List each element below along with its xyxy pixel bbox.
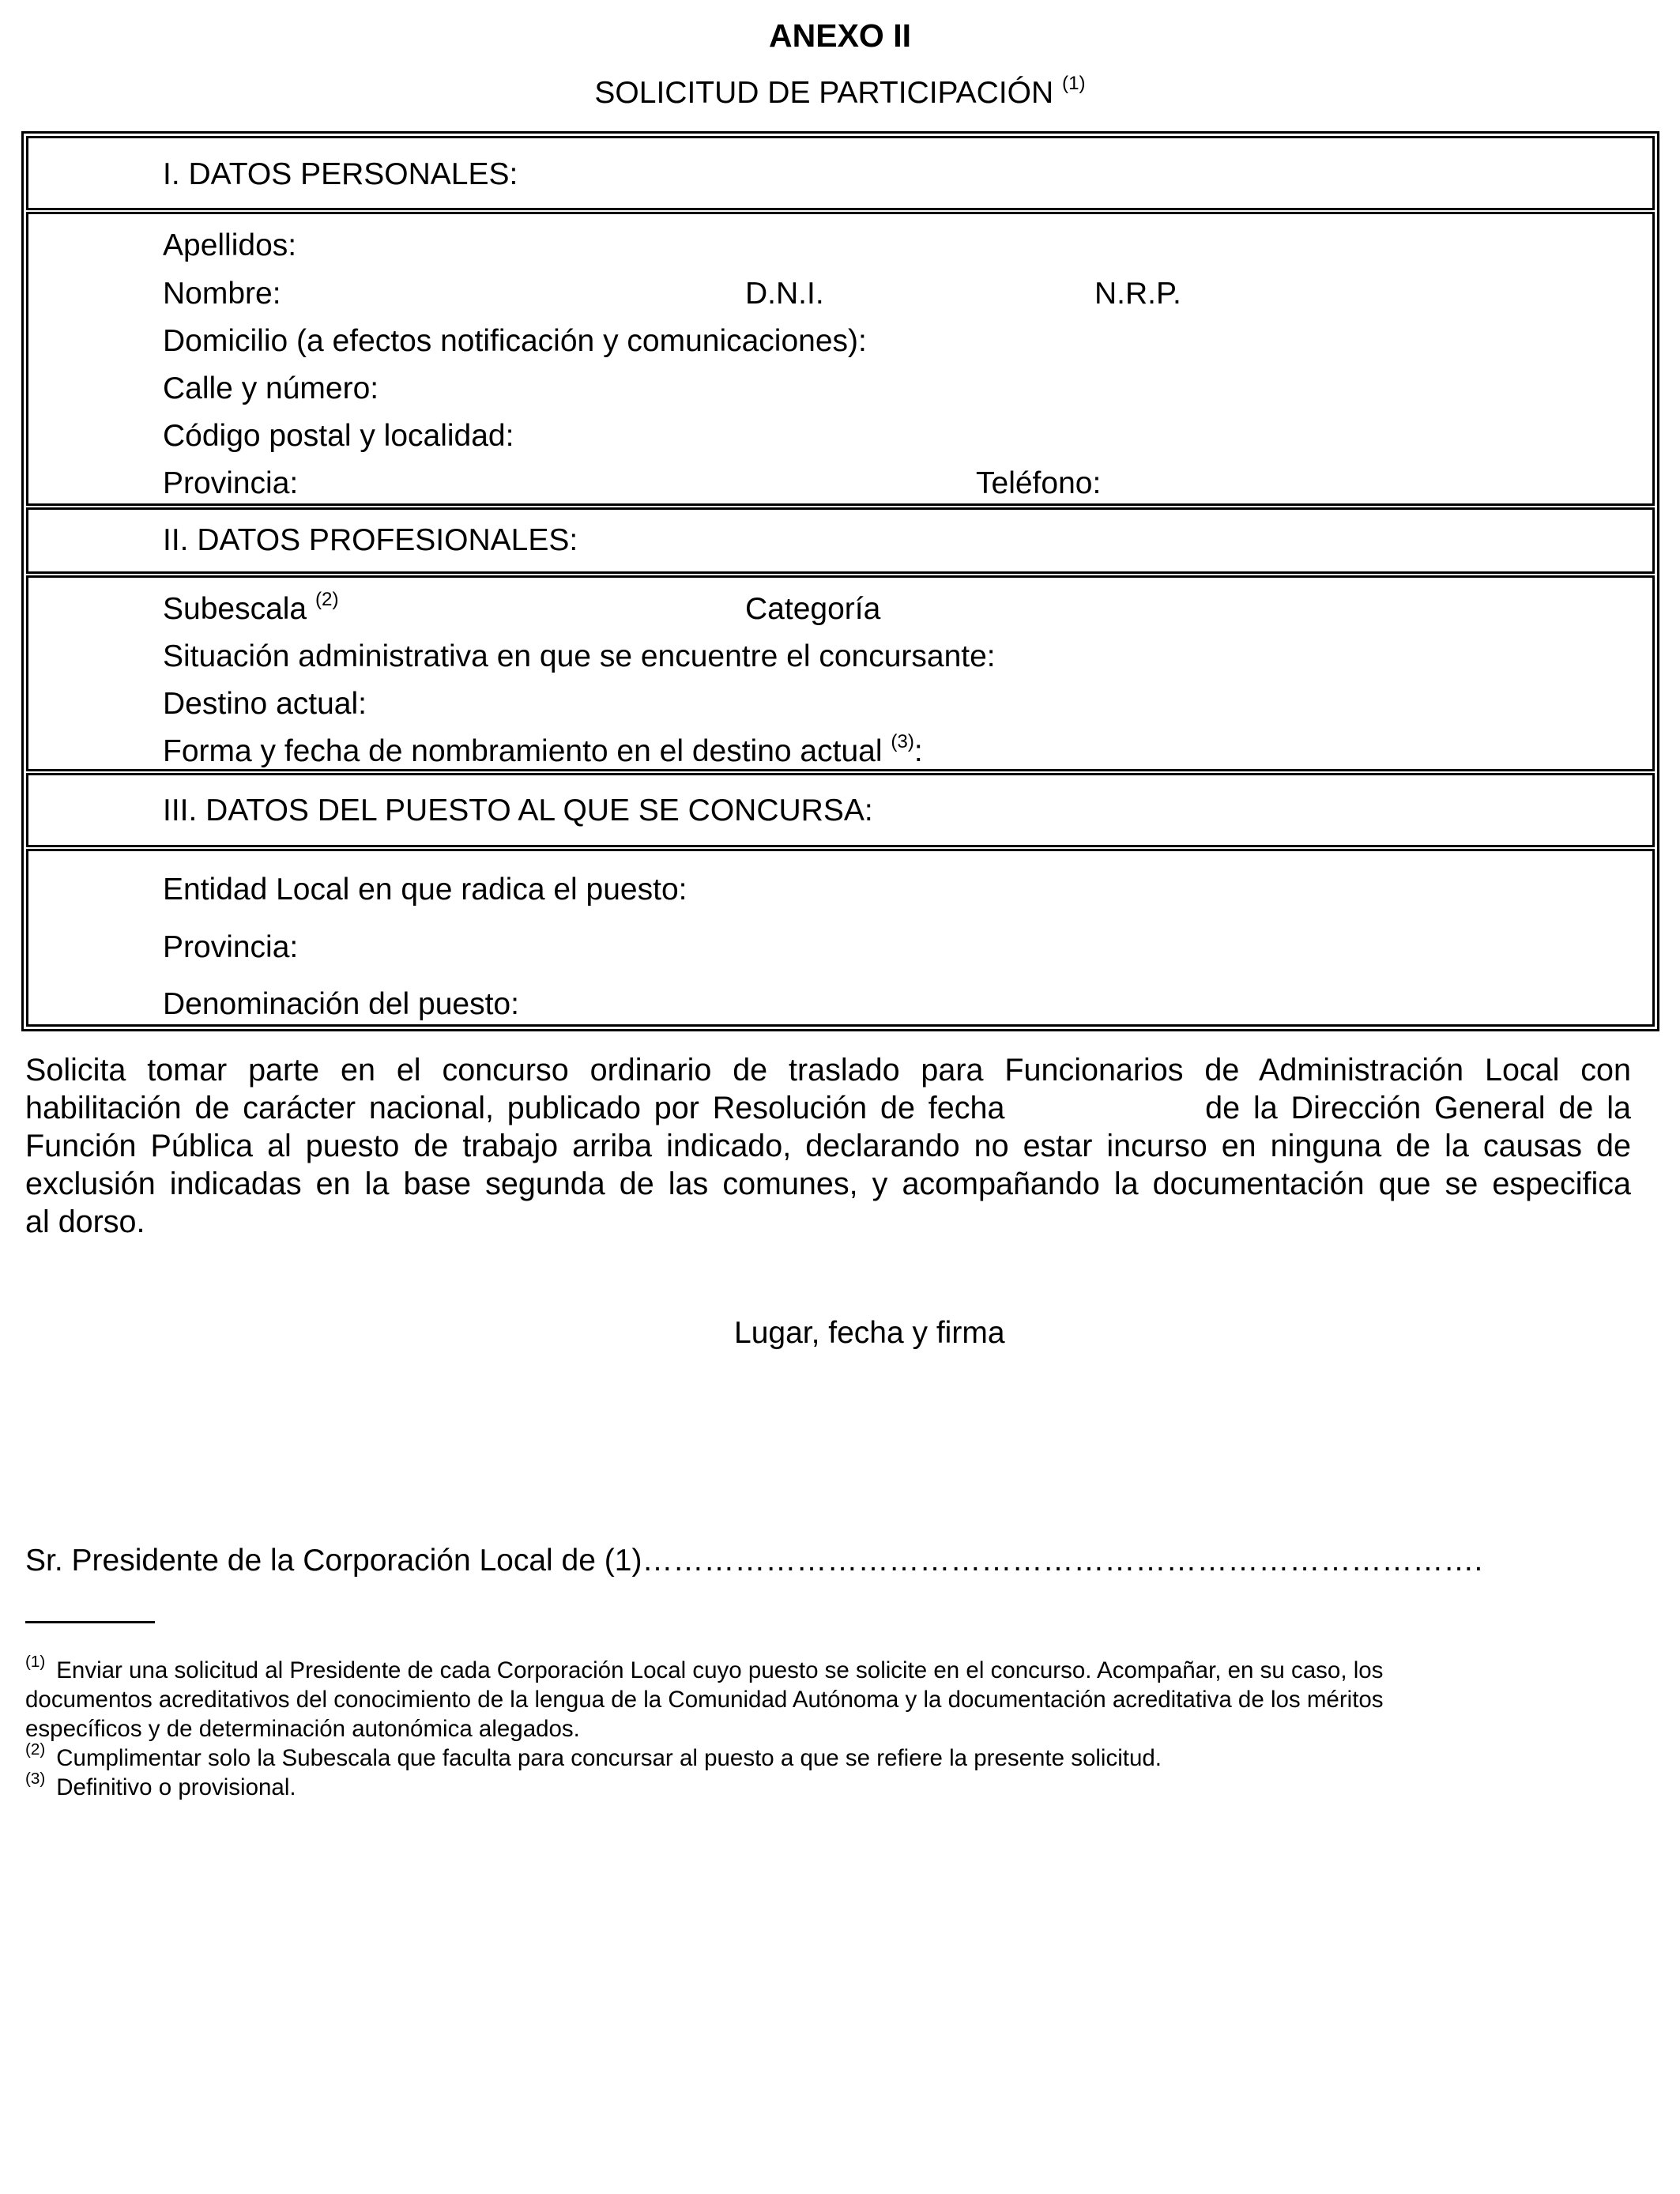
subescala-text: Subescala (163, 592, 307, 626)
subescala-label (163, 589, 339, 627)
request-line-1: Solicita tomar parte en el concurso ordinario de traslado para Funcionarios de Administración Local con (25, 1053, 1631, 1088)
footnotes (25, 1652, 1614, 1802)
footnote-1-line-1 (25, 1652, 1614, 1685)
request-line-2a: habilitación de carácter nacional, publicado por Resolución de fecha (25, 1091, 1005, 1125)
subescala-footnote-ref: (2) (315, 589, 339, 611)
section-position-heading: III. DATOS DEL PUESTO AL QUE SE CONCURSA: (163, 794, 873, 827)
telefono-label: Teléfono: (976, 466, 1102, 500)
forma-fecha-footnote-ref: (3) (891, 731, 914, 753)
footnote-1-ref: (1) (25, 1652, 46, 1671)
provincia-puesto-label: Provincia: (163, 930, 299, 964)
request-line-5: al dorso. (25, 1204, 145, 1239)
denominacion-label: Denominación del puesto: (163, 987, 519, 1021)
nombre-label: Nombre: (163, 277, 281, 311)
request-line-4: exclusión indicadas en la base segunda de las comunes, y acompañando la documentación que se especifica (25, 1167, 1631, 1201)
situacion-label: Situación administrativa en que se encuentre el concursante: (163, 639, 996, 673)
section-personal-body (26, 212, 1655, 506)
request-line-2b: de la Dirección General de la (1205, 1091, 1631, 1125)
section-professional-body (26, 575, 1655, 771)
section-personal-heading: I. DATOS PERSONALES: (163, 157, 518, 191)
request-line-3: Función Pública al puesto de trabajo arriba indicado, declarando no estar incurso en ninguna de la causas de (25, 1129, 1631, 1163)
footnote-3-ref: (3) (25, 1769, 46, 1788)
nrp-label: N.R.P. (1094, 277, 1181, 311)
request-paragraph (25, 1051, 1631, 1241)
destino-label: Destino actual: (163, 687, 367, 721)
addressee-line: Sr. Presidente de la Corporación Local de (1)………………………………………………………………………. (25, 1544, 1483, 1578)
form-subtitle-text: SOLICITUD DE PARTICIPACIÓN (594, 76, 1054, 110)
footnote-1-text-1: Enviar una solicitud al Presidente de cada Corporación Local cuyo puesto se solicite en el concurso. Acompañar, en su caso, los (56, 1657, 1384, 1683)
provincia-label: Provincia: (163, 466, 299, 500)
section-professional-heading-box (26, 507, 1655, 574)
categoria-label: Categoría (745, 592, 881, 626)
domicilio-label: Domicilio (a efectos notificación y comunicaciones): (163, 324, 867, 358)
calle-label: Calle y número: (163, 371, 379, 405)
codigo-postal-label: Código postal y localidad: (163, 419, 514, 453)
section-position-body (26, 849, 1655, 1027)
subtitle-footnote-ref: (1) (1062, 73, 1086, 95)
forma-fecha-label (163, 731, 923, 769)
form-subtitle (0, 73, 1680, 111)
section-position-heading-box (26, 773, 1655, 847)
footnote-2-ref: (2) (25, 1740, 46, 1759)
footnote-2-text: Cumplimentar solo la Subescala que faculta para concursar al puesto a que se refiere la presente solicitud. (56, 1745, 1162, 1771)
dni-label: D.N.I. (745, 277, 824, 311)
section-professional-heading: II. DATOS PROFESIONALES: (163, 523, 578, 557)
request-line-2 (25, 1089, 1631, 1127)
footnote-3 (25, 1769, 1614, 1802)
footnote-1-line-2: documentos acreditativos del conocimiento de la lengua de la Comunidad Autónoma y la documentación acreditativa de los méritos (25, 1687, 1384, 1713)
footnote-2 (25, 1740, 1614, 1773)
footnote-separator (25, 1621, 155, 1623)
annex-title: ANEXO II (769, 17, 911, 54)
forma-fecha-colon: : (913, 734, 923, 768)
entidad-label: Entidad Local en que radica el puesto: (163, 873, 687, 907)
forma-fecha-text: Forma y fecha de nombramiento en el destino actual (163, 734, 883, 768)
signature-label: Lugar, fecha y firma (734, 1316, 1005, 1350)
footnote-3-text: Definitivo o provisional. (56, 1774, 296, 1800)
footnote-1-line-3: específicos y de determinación autonómica alegados. (25, 1716, 580, 1742)
section-personal-heading-box (26, 136, 1655, 210)
apellidos-label: Apellidos: (163, 228, 297, 262)
